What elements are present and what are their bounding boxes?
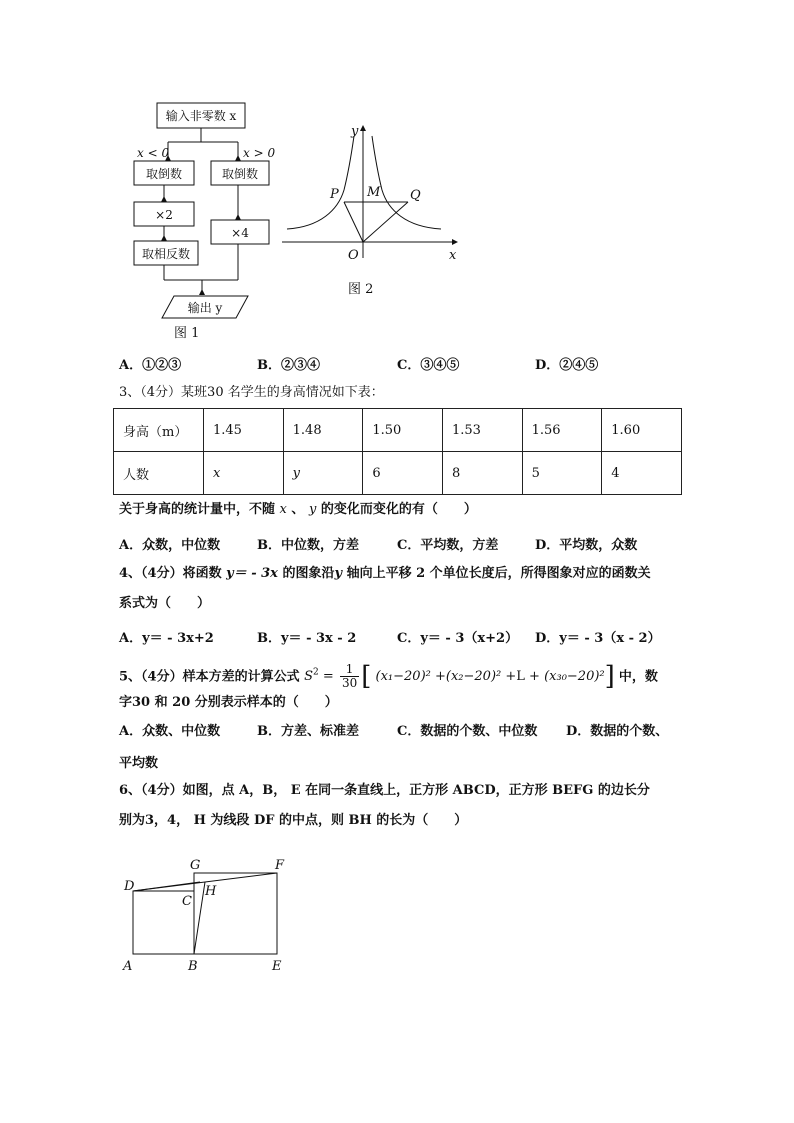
flow-left-box3-text: 取相反数 xyxy=(141,247,191,261)
flow-left-cond: x < 0 xyxy=(137,146,170,160)
figure2-caption: 图 2 xyxy=(348,282,374,297)
table-header-height: 身高（m） xyxy=(114,409,204,452)
graph-x-label: x xyxy=(449,248,457,263)
flow-left-box1-text: 取倒数 xyxy=(145,167,183,181)
formula-numerator: 1 xyxy=(340,663,359,677)
q6-stem-line2: 别为3，4， H 为线段 DF 的中点，则 BH 的长为（ ） xyxy=(119,813,468,828)
segment-bh xyxy=(194,882,205,954)
table-cell: 6 xyxy=(363,452,443,495)
table-cell: y xyxy=(283,452,363,495)
q3-question-text-a: 关于身高的统计量中，不随 xyxy=(119,502,276,517)
graph-origin-label: O xyxy=(348,248,359,263)
flow-right-cond: x > 0 xyxy=(243,146,276,160)
q4-option-a[interactable]: A．y＝ - 3x+2 xyxy=(119,631,214,646)
formula-term1: (x₁−20)² xyxy=(375,669,431,685)
q4-option-d[interactable]: D．y＝ - 3（x - 2） xyxy=(535,631,661,646)
q2-option-b[interactable]: B．②③④ xyxy=(257,358,320,373)
table-cell: 4 xyxy=(602,452,682,495)
table-header-count: 人数 xyxy=(114,452,204,495)
q4-option-b[interactable]: B．y＝ - 3x - 2 xyxy=(257,631,357,646)
q6-stem-line1: 6、（4分）如图，点 A，B， E 在同一条直线上，正方形 ABCD，正方形 BEFG 的边长分 xyxy=(119,783,650,798)
figure1-caption: 图 1 xyxy=(174,326,200,341)
table-cell: 1.50 xyxy=(363,409,443,452)
label-d: D xyxy=(124,879,135,894)
label-g: G xyxy=(190,858,201,873)
flow-output-text: 输出 y xyxy=(187,301,223,315)
graph-y-label: y xyxy=(351,124,359,139)
q4-stem-a: 4、（4分）将函数 xyxy=(119,566,222,581)
q3-option-b[interactable]: B．中位数，方差 xyxy=(257,538,359,553)
q3-option-c[interactable]: C．平均数，方差 xyxy=(397,538,499,553)
table-cell: 1.60 xyxy=(602,409,682,452)
q4-axis: y xyxy=(334,566,343,581)
q5-option-d[interactable]: D．数据的个数、 xyxy=(566,724,669,739)
table-cell: x xyxy=(204,452,284,495)
graph-m-label: M xyxy=(367,185,381,200)
label-h: H xyxy=(205,884,217,899)
q3-stem: 3、（4分）某班30 名学生的身高情况如下表： xyxy=(119,385,384,400)
flow-left-box2-text: ×2 xyxy=(155,208,173,222)
q5-option-c[interactable]: C．数据的个数、中位数 xyxy=(397,724,538,739)
q5-stem-line2: 字30 和 20 分别表示样本的（ ） xyxy=(119,695,338,710)
table-cell: 5 xyxy=(522,452,602,495)
label-e: E xyxy=(272,959,282,974)
table-cell: 8 xyxy=(442,452,522,495)
flow-right-box2-text: ×4 xyxy=(231,226,249,240)
q3-option-a[interactable]: A．众数，中位数 xyxy=(119,538,221,553)
q2-option-c[interactable]: C．③④⑤ xyxy=(397,358,460,373)
q3-question-sep: 、 xyxy=(291,502,305,517)
label-c: C xyxy=(182,894,192,909)
q5-stem-b: 中，数 xyxy=(618,669,658,685)
q5-stem-a: 5、（4分）样本方差的计算公式 xyxy=(119,669,300,685)
q2-option-a[interactable]: A．①②③ xyxy=(119,358,182,373)
label-a: A xyxy=(123,959,133,974)
q2-option-d[interactable]: D．②④⑤ xyxy=(535,358,599,373)
label-b: B xyxy=(188,959,198,974)
q5-option-b[interactable]: B．方差、标准差 xyxy=(257,724,359,739)
graph-p-label: P xyxy=(330,187,339,202)
q4-option-c[interactable]: C．y＝ - 3（x+2） xyxy=(397,631,519,646)
q5-option-d-cont: 平均数 xyxy=(119,756,159,771)
formula-term3: (x₃₀−20)² xyxy=(544,669,605,685)
table-cell: 1.56 xyxy=(522,409,602,452)
q3-question-y: y xyxy=(308,502,317,517)
q4-stem-c: 轴向上平移 2 个单位长度后，所得图象对应的函数关 xyxy=(346,566,651,581)
formula-ellipsis: +L + xyxy=(505,669,540,685)
q3-question-text-b: 的变化而变化的有（ ） xyxy=(320,502,477,517)
table-cell: 1.45 xyxy=(204,409,284,452)
q4-stem-line2: 系式为（ ） xyxy=(119,596,211,611)
variance-formula: $S^2$ = $\frac{1}{30}$ [ (x₁−20)² +(x₂−20)² +L + (x₃₀−20)²] xyxy=(304,661,615,692)
q3-question-x: x xyxy=(279,502,287,517)
q3-option-d[interactable]: D．平均数，众数 xyxy=(535,538,638,553)
table-cell: 1.53 xyxy=(442,409,522,452)
formula-denominator: 30 xyxy=(341,676,358,691)
formula-term2: +(x₂−20)² xyxy=(435,669,502,685)
flow-right-box1-text: 取倒数 xyxy=(221,167,259,181)
q5-option-a[interactable]: A．众数、中位数 xyxy=(119,724,221,739)
q4-function: y＝ - 3x xyxy=(226,566,278,581)
segment-dc-extension xyxy=(133,882,200,891)
label-f: F xyxy=(275,858,285,873)
flow-input-text: 输入非零数 x xyxy=(165,109,237,123)
graph-q-label: Q xyxy=(410,188,421,203)
formula-lhs: S xyxy=(304,669,314,685)
q4-stem-b: 的图象沿 xyxy=(282,566,335,581)
table-cell: 1.48 xyxy=(283,409,363,452)
